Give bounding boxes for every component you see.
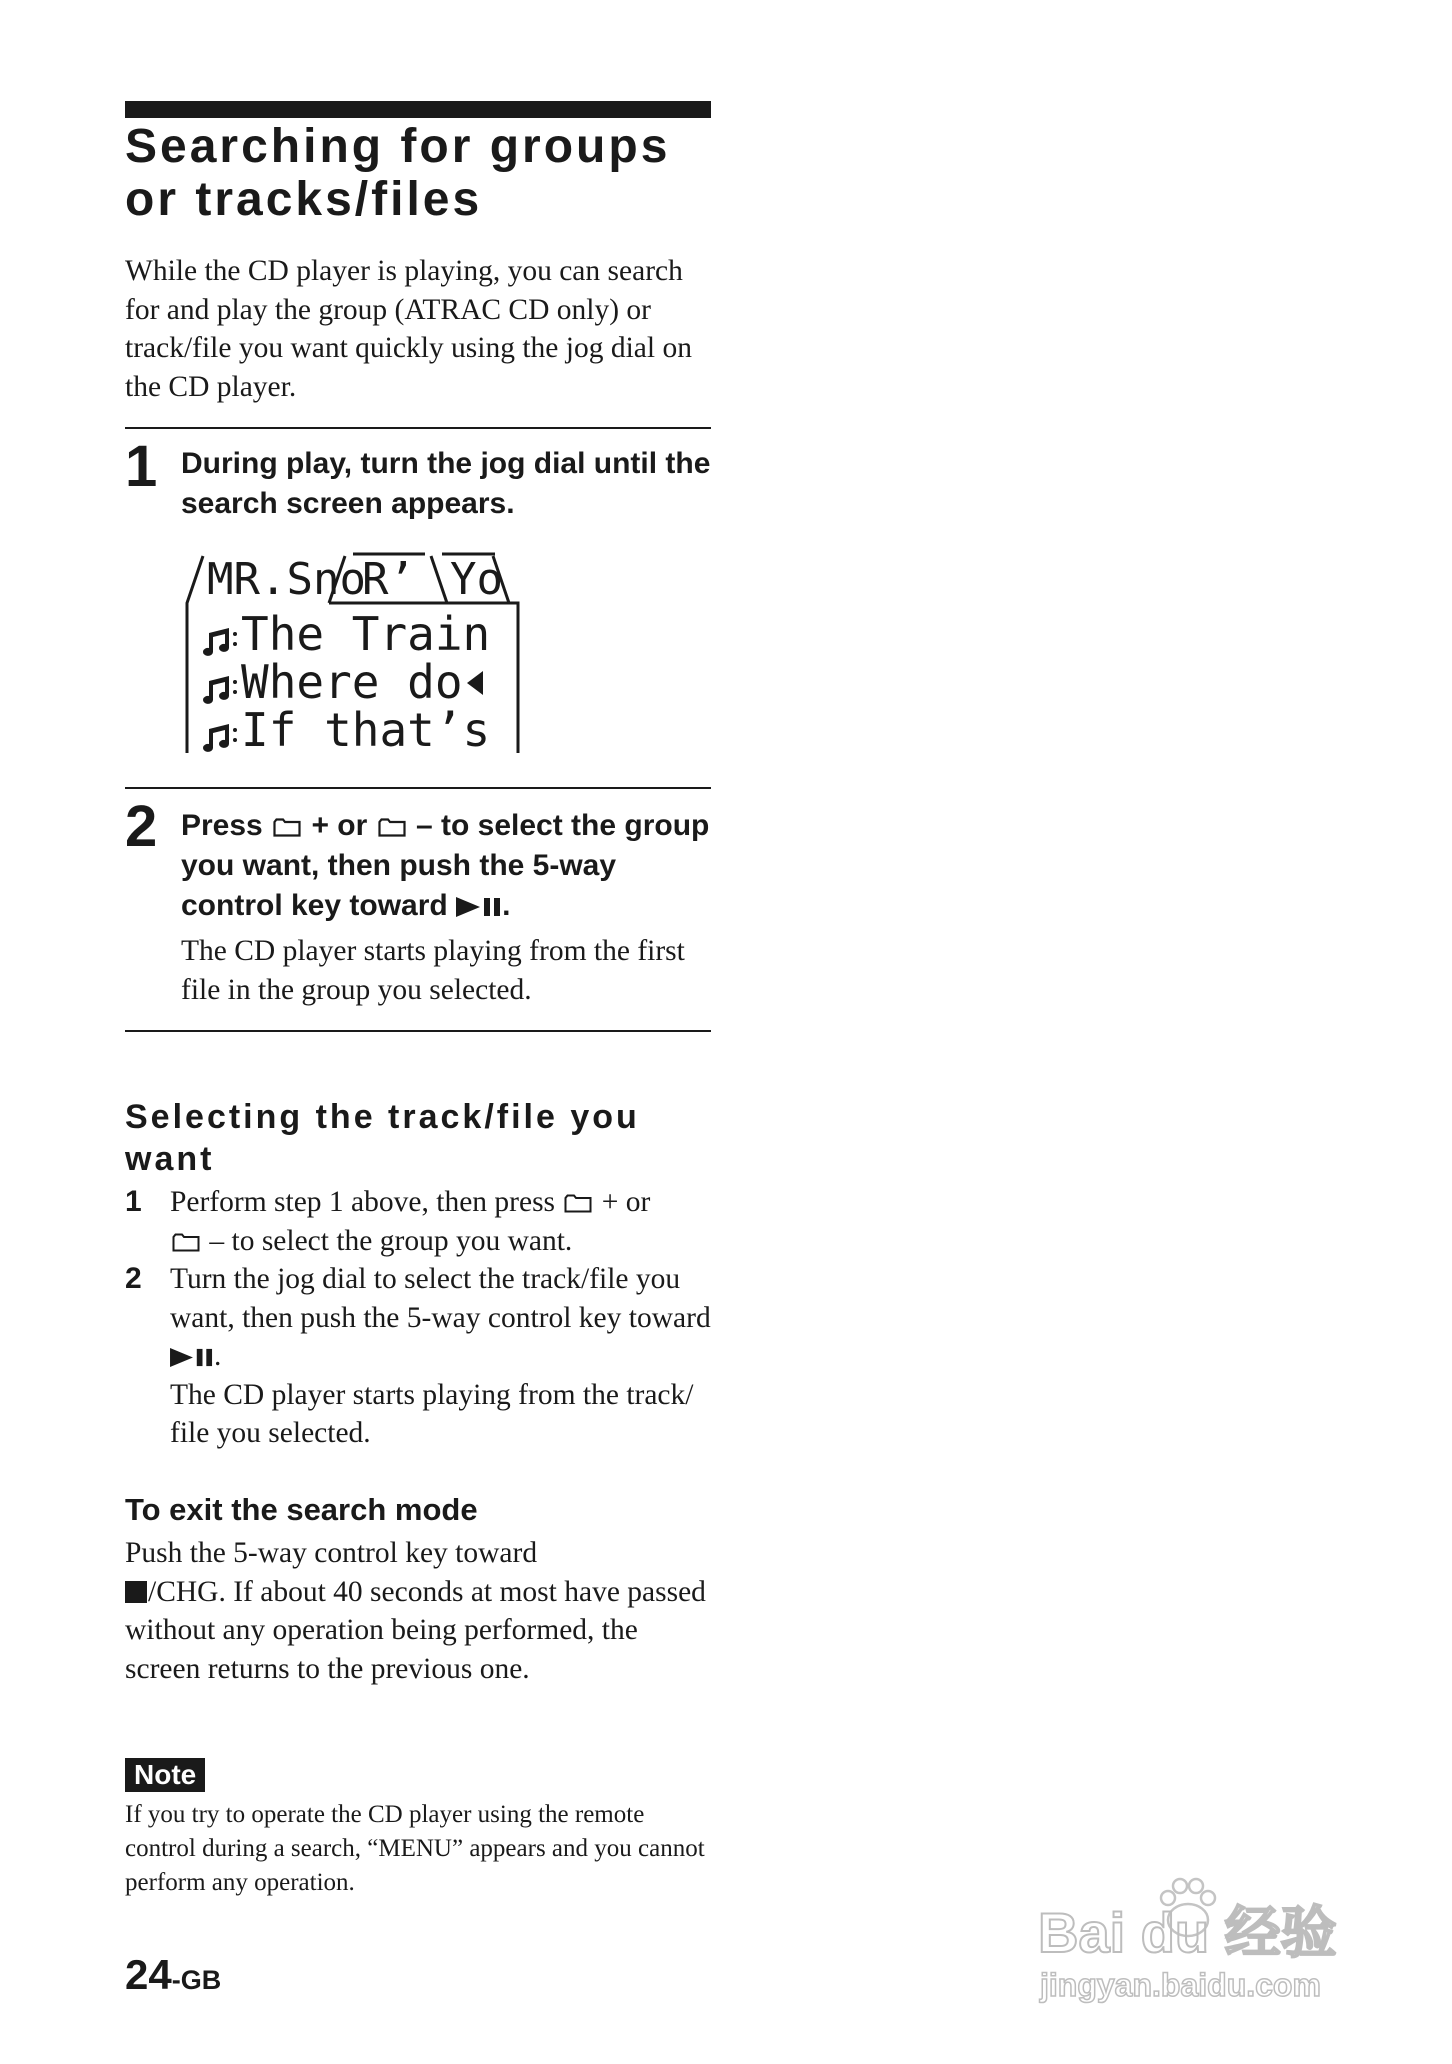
section-heading-selecting: Selecting the track/file you want — [125, 1098, 640, 1178]
intro-paragraph: While the CD player is playing, you can search for and play the group (ATRAC CD only) or track/file you want quickly using the jog dial on the CD player. — [125, 255, 692, 403]
step-2-result: The CD player starts playing from the first file in the group you selected. — [181, 935, 685, 1006]
music-note-icon — [203, 628, 237, 656]
step-2-number: 2 — [125, 794, 158, 859]
list-item-2-number: 2 — [125, 1262, 142, 1295]
title-line-1: Searching for groups — [125, 120, 671, 173]
step-1-number: 1 — [125, 434, 158, 499]
watermark-brand: Bai du 经验 — [1038, 1901, 1337, 1964]
note-text: If you try to operate the CD player using the remote control during a search, “MENU” appears and you cannot perform any operation. — [125, 1801, 705, 1896]
display-track-1: The Train — [241, 607, 491, 661]
play-pause-icon — [456, 896, 502, 918]
folder-icon — [273, 818, 301, 837]
folder-icon — [564, 1194, 592, 1213]
music-note-icon — [203, 724, 237, 752]
display-tab-3: Yo — [450, 554, 503, 605]
divider — [125, 427, 711, 429]
folder-icon — [172, 1233, 200, 1252]
display-tab-artist: MR.Sno — [207, 554, 366, 605]
page-title — [125, 120, 711, 226]
display-tab-2: R’ — [362, 554, 415, 605]
section-top-bar — [125, 101, 711, 118]
title-line-2: or tracks/files — [125, 173, 483, 226]
section-heading-exit: To exit the search mode — [125, 1492, 478, 1527]
divider — [125, 1030, 711, 1032]
search-screen-display — [177, 548, 617, 758]
list-item-1-number: 1 — [125, 1185, 142, 1218]
stop-icon — [125, 1581, 147, 1603]
step-1-instruction: During play, turn the jog dial until the search screen appears. — [181, 447, 711, 520]
page-number: 24-GB — [125, 1951, 222, 1998]
selection-cursor-icon — [467, 671, 483, 695]
list-item-2-text: Turn the jog dial to select the track/file you want, then push the 5-way control key toward . The CD player starts playing from the track/ file you selected. — [170, 1263, 711, 1449]
display-track-2: Where do — [241, 655, 463, 709]
divider — [125, 787, 711, 789]
watermark-url: jingyan.baidu.com — [1040, 1967, 1321, 2003]
note-label: Note — [125, 1758, 205, 1792]
display-track-3: If that’s — [241, 703, 491, 757]
music-note-icon — [203, 676, 237, 704]
exit-paragraph: Push the 5-way control key toward /CHG. If about 40 seconds at most have passed without any operation being performed, the screen returns to the previous one. — [125, 1537, 706, 1685]
step-2-instruction: Press + or – to select the group you want, then push the 5-way control key toward . — [181, 809, 710, 922]
play-pause-icon — [170, 1347, 214, 1368]
list-item-1-text: Perform step 1 above, then press + or – to select the group you want. — [170, 1186, 651, 1257]
folder-icon — [378, 818, 406, 837]
baidu-jingyan-watermark — [1028, 1860, 1388, 2010]
